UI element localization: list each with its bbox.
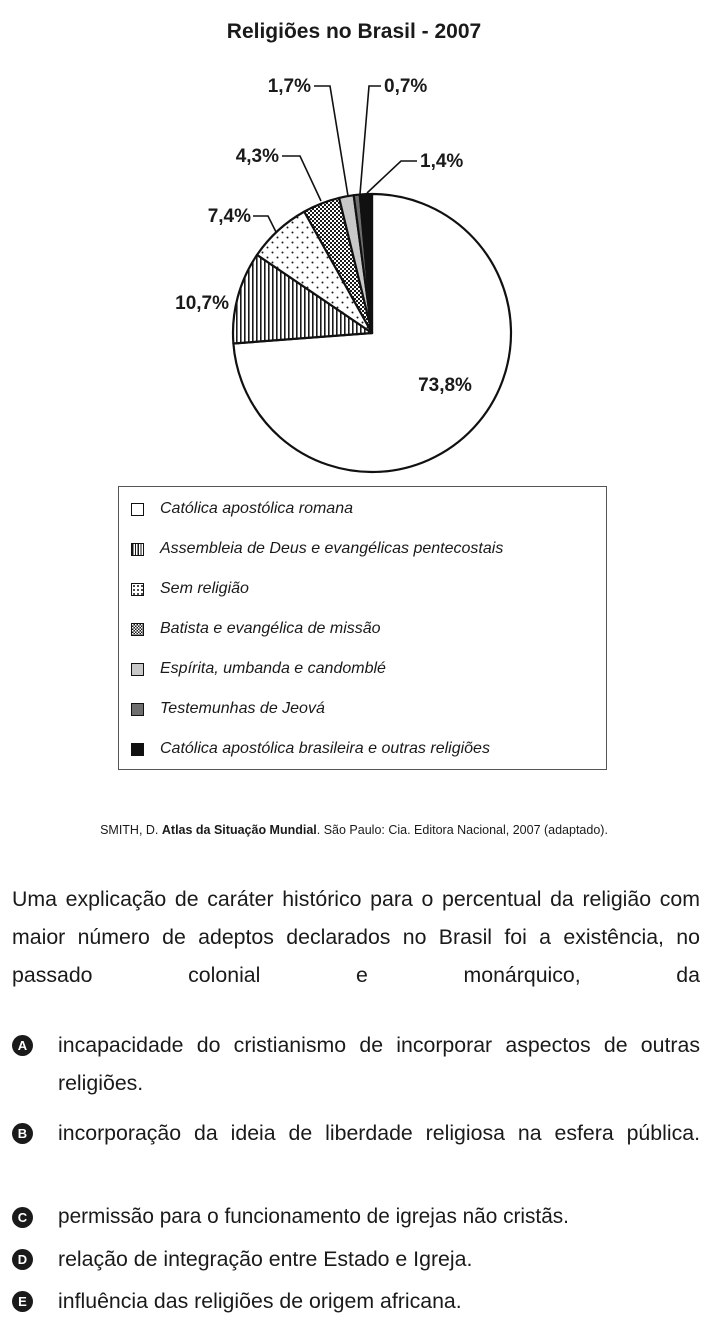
- option-a-letter: A: [12, 1035, 33, 1056]
- source-details: . São Paulo: Cia. Editora Nacional, 2007 (adaptado).: [316, 823, 608, 837]
- legend-label: Assembleia de Deus e evangélicas pentecostais: [160, 540, 504, 557]
- leader-line-testemunhas-de-jeova: [360, 86, 381, 194]
- option-c-letter: C: [12, 1207, 33, 1228]
- legend-item-catolica-apostolica-brasileira-e-outras-religioes: [131, 739, 490, 759]
- option-d-letter: D: [12, 1249, 33, 1270]
- legend-swatch: [131, 503, 144, 516]
- option-d[interactable]: [12, 1240, 700, 1278]
- leader-line-catolica-apostolica-brasileira-e-outras-religioes: [367, 161, 417, 193]
- source-work-title: Atlas da Situação Mundial: [161, 823, 317, 837]
- legend-item-testemunhas-de-jeova: [131, 699, 325, 719]
- legend-item-catolica-apostolica-romana: [131, 499, 353, 519]
- legend-item-espirita-umbanda-e-candomble: [131, 659, 386, 679]
- data-label-batista-e-evangelica-de-missao: 4,3%: [235, 146, 279, 167]
- leader-line-sem-religiao: [253, 216, 276, 232]
- legend-swatch: [131, 543, 144, 556]
- legend-swatch: [131, 663, 144, 676]
- source-citation: [0, 823, 708, 837]
- legend-label: Batista e evangélica de missão: [160, 620, 381, 637]
- option-b-text: incorporação da ideia de liberdade religiosa na esfera pública.: [58, 1121, 700, 1145]
- leader-line-espirita-umbanda-e-candomble: [314, 86, 348, 196]
- data-label-assembleia-de-deus-e-evangelicas-pentecostais: 10,7%: [175, 293, 229, 314]
- option-e-letter: E: [12, 1291, 33, 1312]
- option-a-text: incapacidade do cristianismo de incorporar aspectos de outras religiões.: [58, 1033, 700, 1095]
- legend-label: Católica apostólica brasileira e outras religiões: [160, 740, 490, 757]
- option-b-letter: B: [12, 1123, 33, 1144]
- data-label-catolica-apostolica-brasileira-e-outras-religioes: 1,4%: [420, 151, 464, 172]
- legend-label: Católica apostólica romana: [160, 500, 353, 517]
- option-b[interactable]: [12, 1114, 700, 1152]
- option-a[interactable]: [12, 1026, 700, 1102]
- option-c-text: permissão para o funcionamento de igrejas não cristãs.: [58, 1205, 569, 1228]
- legend-label: Espírita, umbanda e candomblé: [160, 660, 386, 677]
- legend-swatch: [131, 703, 144, 716]
- chart-title: Religiões no Brasil - 2007: [226, 20, 482, 43]
- legend-label: Testemunhas de Jeová: [160, 700, 325, 717]
- pie-chart: [0, 60, 708, 480]
- legend-swatch: [131, 583, 144, 596]
- legend: [118, 486, 607, 770]
- option-e[interactable]: [12, 1282, 700, 1320]
- legend-swatch: [131, 623, 144, 636]
- question-stem: Uma explicação de caráter histórico para o percentual da religião com maior número de adeptos declarados no Brasil foi a existência, no passado colonial e monárquico, da: [12, 887, 700, 987]
- legend-swatch: [131, 743, 144, 756]
- legend-label: Sem religião: [160, 580, 249, 597]
- option-c[interactable]: [12, 1198, 700, 1236]
- data-label-sem-religiao: 7,4%: [207, 206, 251, 227]
- legend-item-sem-religiao: [131, 579, 249, 599]
- option-d-text: relação de integração entre Estado e Igreja.: [58, 1247, 473, 1271]
- legend-item-batista-e-evangelica-de-missao: [131, 619, 381, 639]
- source-author: SMITH, D.: [100, 823, 162, 837]
- data-label-espirita-umbanda-e-candomble: 1,7%: [267, 76, 311, 97]
- option-e-text: influência das religiões de origem africana.: [58, 1289, 462, 1313]
- leader-line-batista-e-evangelica-de-missao: [282, 156, 321, 201]
- legend-item-assembleia-de-deus-e-evangelicas-pentecostais: [131, 539, 503, 559]
- data-label-testemunhas-de-jeova: 0,7%: [384, 76, 428, 97]
- data-label-catolica-apostolica-romana: 73,8%: [418, 375, 472, 396]
